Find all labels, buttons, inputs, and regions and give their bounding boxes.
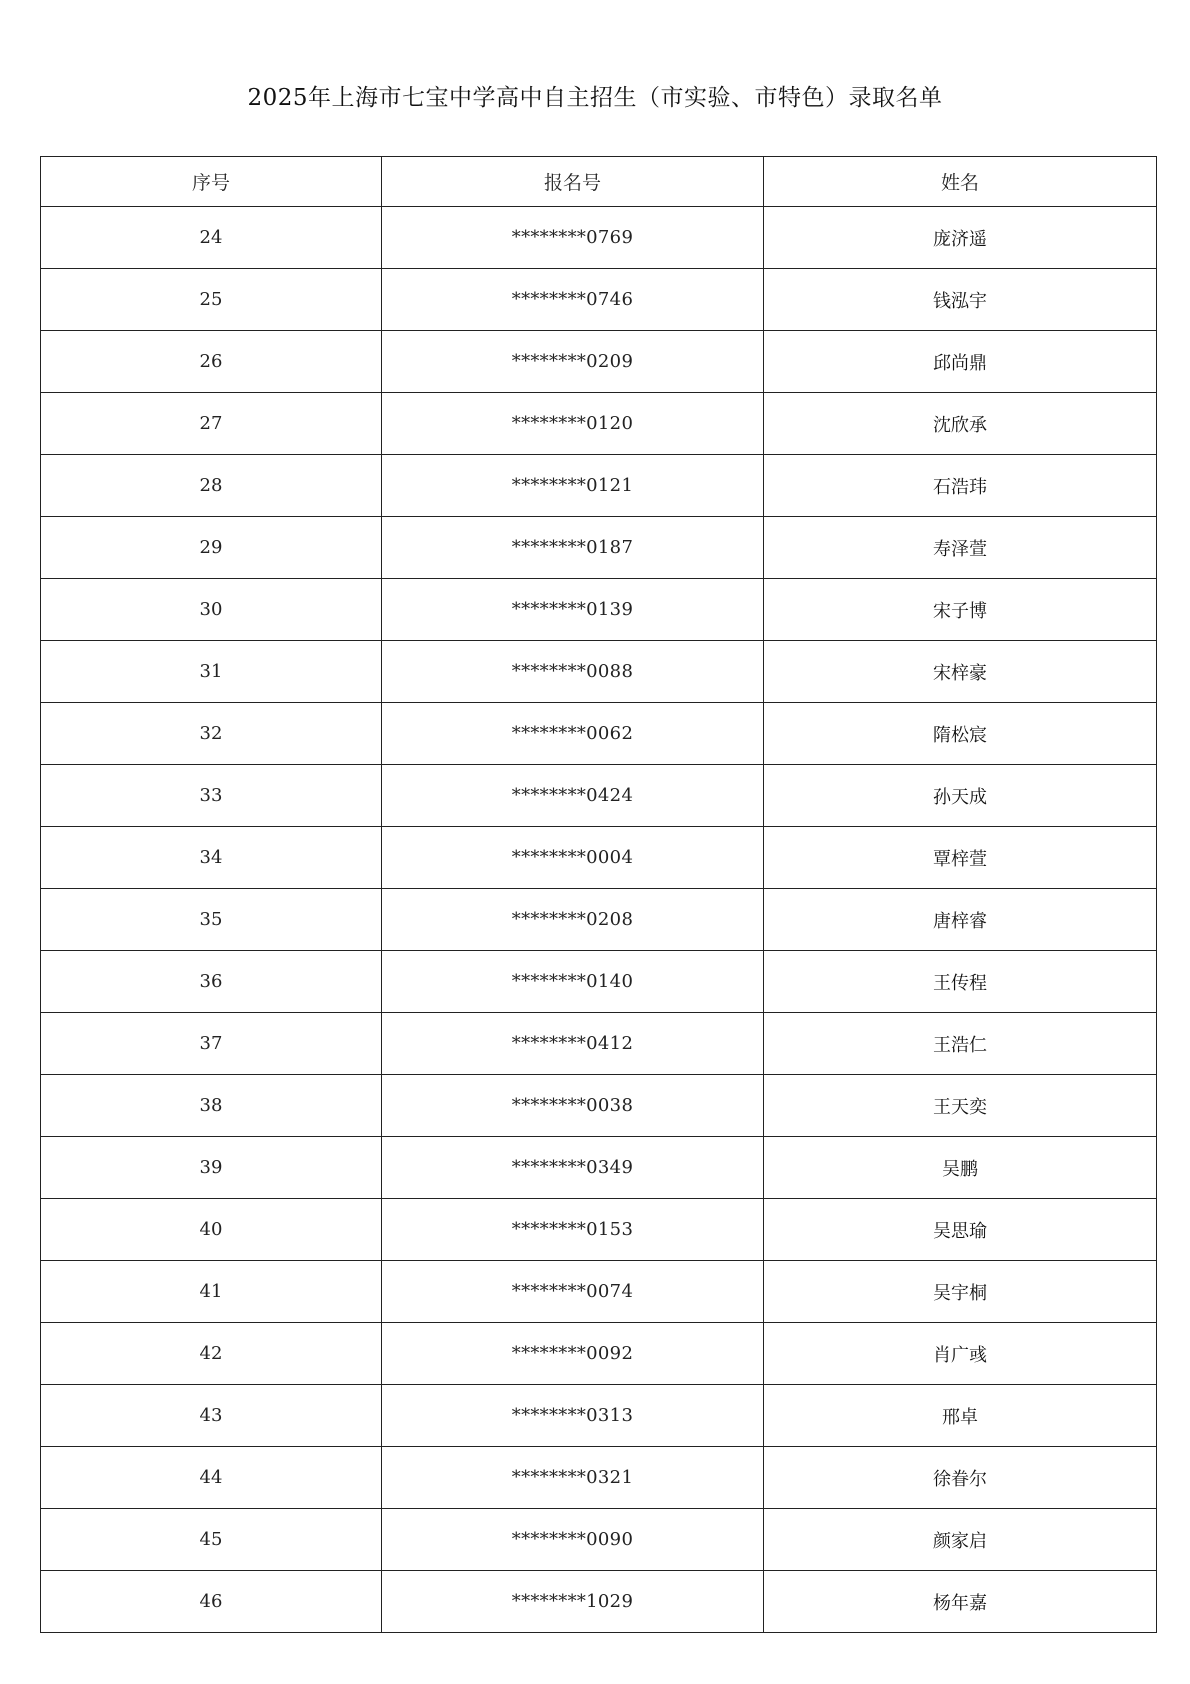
registration-no-cell: ********0412 — [382, 1013, 764, 1075]
registration-no-cell: ********0746 — [382, 269, 764, 331]
table-row — [41, 1447, 1157, 1509]
table-row — [41, 951, 1157, 1013]
name-cell: 庞济遥 — [764, 207, 1157, 269]
table-row — [41, 1199, 1157, 1261]
registration-no-cell: ********0074 — [382, 1261, 764, 1323]
seq-cell: 36 — [41, 951, 382, 1013]
seq-cell: 29 — [41, 517, 382, 579]
name-cell: 石浩玮 — [764, 455, 1157, 517]
name-cell: 沈欣承 — [764, 393, 1157, 455]
registration-no-cell: ********0209 — [382, 331, 764, 393]
name-cell: 王天奕 — [764, 1075, 1157, 1137]
seq-cell: 43 — [41, 1385, 382, 1447]
registration-no-cell: ********0321 — [382, 1447, 764, 1509]
registration-no-cell: ********0004 — [382, 827, 764, 889]
seq-cell: 35 — [41, 889, 382, 951]
seq-cell: 37 — [41, 1013, 382, 1075]
seq-cell: 25 — [41, 269, 382, 331]
column-header-seq: 序号 — [41, 157, 382, 207]
registration-no-cell: ********0088 — [382, 641, 764, 703]
seq-cell: 30 — [41, 579, 382, 641]
table-row — [41, 517, 1157, 579]
seq-cell: 27 — [41, 393, 382, 455]
registration-no-cell: ********0038 — [382, 1075, 764, 1137]
seq-cell: 41 — [41, 1261, 382, 1323]
table-row — [41, 1137, 1157, 1199]
header-row — [41, 157, 1157, 207]
seq-cell: 26 — [41, 331, 382, 393]
seq-cell: 31 — [41, 641, 382, 703]
table-row — [41, 641, 1157, 703]
registration-no-cell: ********1029 — [382, 1571, 764, 1633]
table-row — [41, 1261, 1157, 1323]
seq-cell: 32 — [41, 703, 382, 765]
seq-cell: 45 — [41, 1509, 382, 1571]
name-cell: 王传程 — [764, 951, 1157, 1013]
registration-no-cell: ********0187 — [382, 517, 764, 579]
seq-cell: 33 — [41, 765, 382, 827]
name-cell: 宋梓豪 — [764, 641, 1157, 703]
table-row — [41, 765, 1157, 827]
name-cell: 隋松宸 — [764, 703, 1157, 765]
table-row — [41, 1571, 1157, 1633]
table-row — [41, 579, 1157, 641]
name-cell: 寿泽萱 — [764, 517, 1157, 579]
table-row — [41, 1013, 1157, 1075]
name-cell: 孙天成 — [764, 765, 1157, 827]
table-row — [41, 207, 1157, 269]
table-header — [41, 157, 1157, 207]
registration-no-cell: ********0313 — [382, 1385, 764, 1447]
name-cell: 颜家启 — [764, 1509, 1157, 1571]
table-body — [41, 207, 1157, 1633]
seq-cell: 24 — [41, 207, 382, 269]
seq-cell: 39 — [41, 1137, 382, 1199]
name-cell: 吴宇桐 — [764, 1261, 1157, 1323]
name-cell: 邢卓 — [764, 1385, 1157, 1447]
name-cell: 宋子博 — [764, 579, 1157, 641]
admission-list-table — [40, 156, 1157, 1633]
seq-cell: 34 — [41, 827, 382, 889]
page-title: 2025年上海市七宝中学高中自主招生（市实验、市特色）录取名单 — [247, 85, 943, 111]
seq-cell: 38 — [41, 1075, 382, 1137]
table-row — [41, 331, 1157, 393]
table-row — [41, 889, 1157, 951]
registration-no-cell: ********0140 — [382, 951, 764, 1013]
registration-no-cell: ********0092 — [382, 1323, 764, 1385]
table-row — [41, 455, 1157, 517]
name-cell: 吴思瑜 — [764, 1199, 1157, 1261]
registration-no-cell: ********0139 — [382, 579, 764, 641]
column-header-registration-no: 报名号 — [382, 157, 764, 207]
name-cell: 吴鹏 — [764, 1137, 1157, 1199]
registration-no-cell: ********0424 — [382, 765, 764, 827]
registration-no-cell: ********0349 — [382, 1137, 764, 1199]
table-row — [41, 1075, 1157, 1137]
registration-no-cell: ********0208 — [382, 889, 764, 951]
seq-cell: 46 — [41, 1571, 382, 1633]
seq-cell: 44 — [41, 1447, 382, 1509]
seq-cell: 40 — [41, 1199, 382, 1261]
table-row — [41, 703, 1157, 765]
registration-no-cell: ********0121 — [382, 455, 764, 517]
table-row — [41, 269, 1157, 331]
seq-cell: 42 — [41, 1323, 382, 1385]
name-cell: 唐梓睿 — [764, 889, 1157, 951]
name-cell: 覃梓萱 — [764, 827, 1157, 889]
name-cell: 杨年嘉 — [764, 1571, 1157, 1633]
table-row — [41, 827, 1157, 889]
column-header-name: 姓名 — [764, 157, 1157, 207]
table-row — [41, 1385, 1157, 1447]
name-cell: 钱泓宇 — [764, 269, 1157, 331]
name-cell: 邱尚鼎 — [764, 331, 1157, 393]
table-row — [41, 393, 1157, 455]
name-cell: 肖广彧 — [764, 1323, 1157, 1385]
seq-cell: 28 — [41, 455, 382, 517]
table-row — [41, 1509, 1157, 1571]
table-row — [41, 1323, 1157, 1385]
registration-no-cell: ********0090 — [382, 1509, 764, 1571]
registration-no-cell: ********0769 — [382, 207, 764, 269]
registration-no-cell: ********0120 — [382, 393, 764, 455]
registration-no-cell: ********0062 — [382, 703, 764, 765]
name-cell: 王浩仁 — [764, 1013, 1157, 1075]
name-cell: 徐眷尔 — [764, 1447, 1157, 1509]
registration-no-cell: ********0153 — [382, 1199, 764, 1261]
